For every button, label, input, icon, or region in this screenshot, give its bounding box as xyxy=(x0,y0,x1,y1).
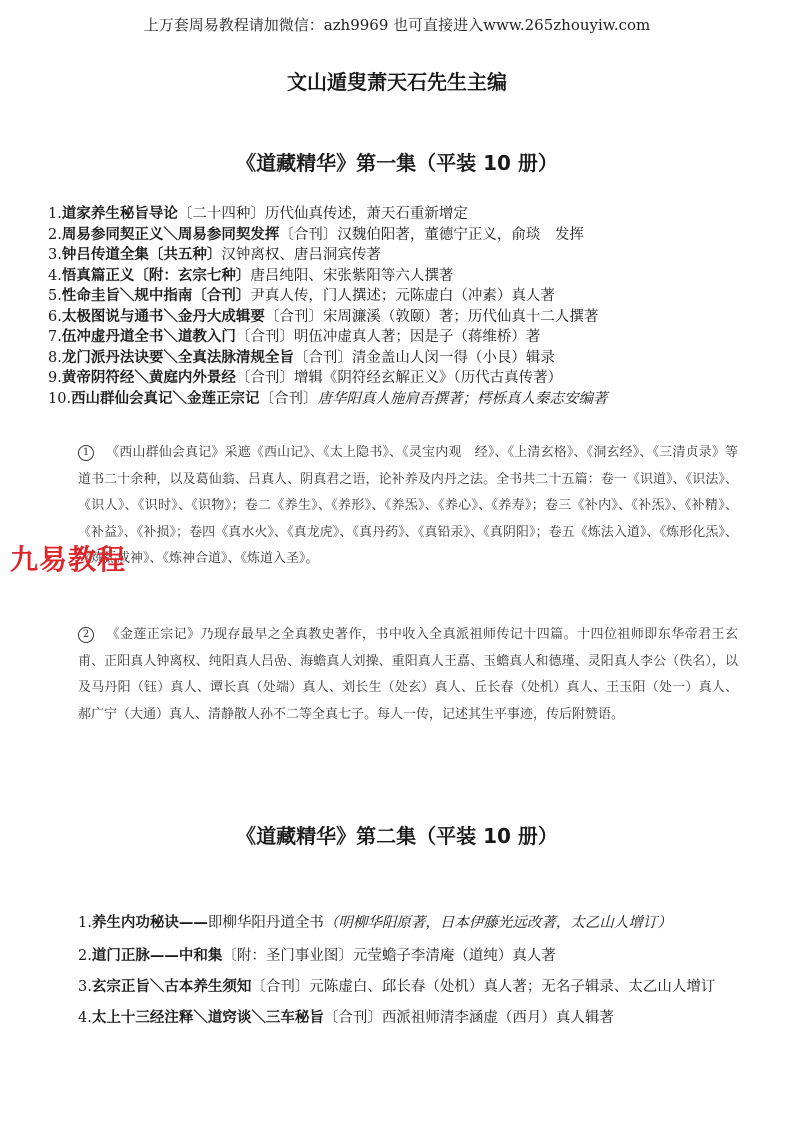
list-item: 10.西山群仙会真记＼金莲正宗记〔合刊〕唐华阳真人施肩吾撰著；樗栎真人秦志安编著 xyxy=(48,390,608,407)
circled-number: 1 xyxy=(78,445,94,461)
volume1-title: 《道藏精华》第一集（平装 10 册） xyxy=(236,151,558,175)
list-item: 6.太极图说与通书＼金丹大成辑要〔合刊〕宋周濂溪（敦颐）著；历代仙真十二人撰著 xyxy=(48,308,599,325)
list-item: 4.悟真篇正义〔附：玄宗七种〕唐吕纯阳、宋张紫阳等六人撰著 xyxy=(48,267,454,284)
list-item: 2.周易参同契正义＼周易参同契发挥〔合刊〕汉魏伯阳著，董德宁正义，俞琰 发挥 xyxy=(48,226,584,243)
list-item: 5.性命圭旨＼规中指南〔合刊〕尹真人传，门人撰述；元陈虚白（冲素）真人著 xyxy=(48,288,555,304)
volume2-title: 《道藏精华》第二集（平装 10 册） xyxy=(236,824,558,848)
list-item: 1.养生内功秘诀——即柳华阳丹道全书（明柳华阳原著，日本伊藤光远改著，太乙山人增订） xyxy=(78,915,672,931)
volume2-list xyxy=(78,907,738,1035)
watermark-logo: 九易教程 xyxy=(10,543,127,576)
list-item: 9.黄帝阴符经＼黄庭内外景经〔合刊〕增辑《阴符经玄解正义》（历代古真传著） xyxy=(48,370,563,386)
promo-header: 上万套周易教程请加微信：azh9969 也可直接进入www.265zhouyiw.com xyxy=(143,16,651,34)
list-item: 3.钟吕传道全集〔共五种〕汉钟离权、唐吕洞宾传著 xyxy=(48,247,381,263)
note-1: 1 《西山群仙会真记》采遮《西山记》、《太上隐书》、《灵宝内观 经》、《上清玄格》、《洞玄经》、《三清贞录》等道书二十余种，以及葛仙翁、吕真人、阴真君之语，论补养及内丹之法。全书共二十五篇：卷一《识道》、《识法》、《识人》、《识时》、《识物》；卷二《养生》、《养形》、《养炁》、《养心》、《养寿》；卷三《补内》、《补炁》、《补精》、《补益》、《补损》；卷四《真水火》、《真龙虎》、《真丹药》、《真铅汞》、《真阴阳》；卷五《炼法入道》、《炼形化炁》、《炼炁成神》、《炼神合道》、《炼道入圣》。 xyxy=(78,445,738,566)
list-item: 1.道家养生秘旨导论〔二十四种〕历代仙真传述，萧天石重新增定 xyxy=(48,206,468,222)
list-item: 3.玄宗正旨＼古本养生须知〔合刊〕元陈虚白、邱长春（处机）真人著；无名子辑录、太乙山人增订 xyxy=(78,979,716,995)
note-2: 2 《金莲正宗记》乃现存最早之全真教史著作，书中收入全真派祖师传记十四篇。十四位祖师即东华帝君王玄甫、正阳真人钟离权、纯阳真人吕嵒、海蟾真人刘操、重阳真人王嚞、玉蟾真人和德瑾、灵阳真人李公（佚名），以及马丹阳（钰）真人、谭长真（处端）真人、刘长生（处玄）真人、丘长春（处机）真人、王玉阳（处一）真人、郝广宁（大通）真人、清静散人孙不二等全真七子。每人一传，记述其生平事迹，传后附赞语。 xyxy=(78,627,738,722)
circled-number: 2 xyxy=(78,627,94,643)
list-item: 2.道门正脉——中和集〔附：圣门事业图〕元莹蟾子李清庵（道纯）真人著 xyxy=(78,947,556,964)
volume1-list xyxy=(48,204,748,409)
list-item: 7.伍冲虚丹道全书＼道教入门〔合刊〕明伍冲虚真人著；因是子（蒋维桥）著 xyxy=(48,329,541,345)
list-item: 4.太上十三经注释＼道窍谈＼三车秘旨〔合刊〕西派祖师清李涵虚（西月）真人辑著 xyxy=(78,1010,614,1026)
editor-credit: 文山遁叟萧天石先生主编 xyxy=(287,70,507,94)
list-item: 8.龙门派丹法诀要＼全真法脉清规全旨〔合刊〕清金盖山人闵一得（小艮）辑录 xyxy=(48,349,555,366)
